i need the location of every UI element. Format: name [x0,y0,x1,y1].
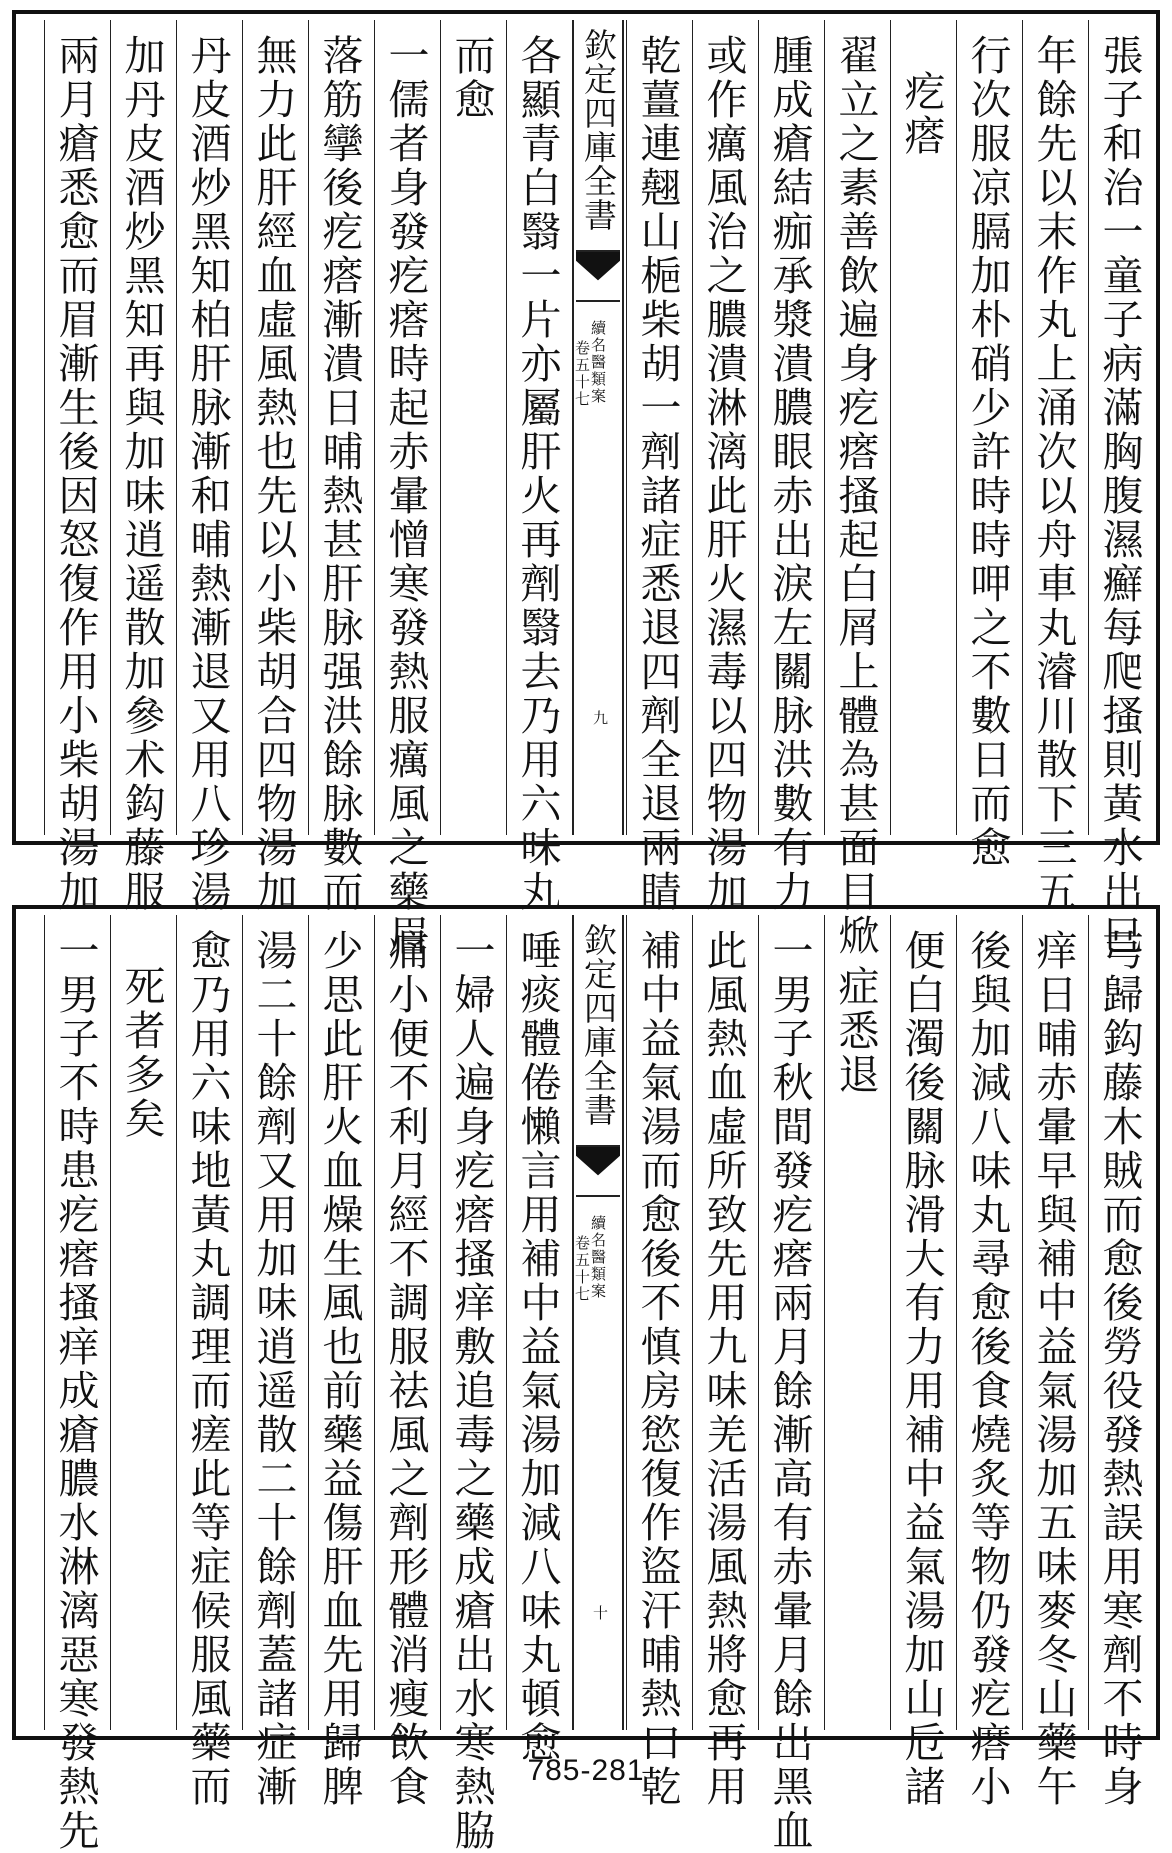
column-text: 丹皮酒炒黑知柏肝脉漸和晡熱漸退又用八珍湯 [183,34,232,914]
column-text: 兩月瘡悉愈而眉漸生後因怒復作用小柴胡湯加 [51,34,100,914]
column-text: 此風熱血虛所致先用九味羌活湯風熱將愈再用 [699,929,748,1809]
column-text: 死者多矣 [117,965,166,1141]
column-text: 無力此肝經血虛風熱也先以小柴胡合四物湯加 [249,34,298,914]
column-text: 張子和治一童子病滿胸腹濕癬每爬搔則黃水出巳 [1095,34,1144,958]
text-column [110,915,172,1730]
column-text: 一婦人遍身疙瘩搔痒敷追毒之藥成瘡出水寒熱脇 [447,929,496,1853]
column-text: 落筋攣後疙瘩漸潰日晡熱甚肝脉强洪餘脉數而 [315,34,364,914]
center-strip [572,915,624,1730]
collection-title: 欽定四庫全書 [579,28,618,232]
column-text: 一男子不時患疙瘩搔痒成瘡膿水淋漓惡寒發熱先 [51,929,100,1853]
text-column [374,20,436,958]
text-column [1022,915,1084,1809]
text-column [308,915,370,1809]
text-column [692,20,754,914]
text-column [110,20,172,914]
column-text: 少思此肝火血燥生風也前藥益傷肝血先用歸脾 [315,929,364,1809]
text-column [824,915,886,1730]
text-column [506,20,568,914]
column-text: 而愈 [447,34,496,122]
text-column [506,915,568,1765]
text-column [758,20,820,914]
center-strip [572,20,624,835]
column-text: 便白濁後關脉滑大有力用補中益氣湯加山卮諸 [897,929,946,1809]
column-text: 痛小便不利月經不調服祛風之劑形體消瘦飲食 [381,929,430,1809]
text-column [956,20,1018,870]
column-text: 腫成瘡結痂承漿潰膿眼赤出淚左關脉洪數有力 [765,34,814,914]
column-text: 補中益氣湯而愈後不慎房慾復作盜汗晡熱口乾 [633,929,682,1809]
text-column [176,915,238,1809]
text-column [1022,20,1084,914]
column-text: 加丹皮酒炒黑知再與加味逍遥散加參术鈎藤服 [117,34,166,914]
column-text: 唾痰體倦懶言用補中益氣湯加減八味丸頓愈 [513,929,562,1765]
collection-title: 欽定四庫全書 [579,923,618,1127]
book-title: 續名醫類案 [589,1215,607,1300]
leaf-number: 十 [591,1605,609,1620]
text-column [1088,915,1150,1809]
text-column [824,20,886,958]
column-text: 行次服凉膈加朴硝少許時時呷之不數日而愈 [963,34,1012,870]
page-upper [12,10,1160,958]
text-column [176,20,238,914]
column-text: 一儒者身發疙瘩時起赤暈憎寒發熱服癘風之藥眉 [381,34,430,958]
column-text: 湯二十餘劑又用加味逍遥散二十餘劑蓋諸症漸 [249,929,298,1809]
column-text: 一男子秋間發疙瘩兩月餘漸高有赤暈月餘出黑血 [765,929,814,1853]
text-column [374,915,436,1809]
column-text: 疙瘩 [897,70,946,158]
column-text: 年餘先以末作丸上涌次以舟車丸濬川散下三五 [1029,34,1078,914]
column-text: 後與加減八味丸尋愈後食燒炙等物仍發疙瘩小 [963,929,1012,1809]
text-column [44,915,106,1853]
column-text: 痒日晡赤暈早與補中益氣湯加五味麥冬山藥午 [1029,929,1078,1809]
text-column [242,20,304,914]
text-column [626,20,688,914]
column-text: 乾薑連翹山梔柴胡一劑諸症悉退四劑全退兩睛 [633,34,682,914]
text-column [692,915,754,1809]
footer-page-number: 785-281 [527,1754,645,1787]
text-column [44,20,106,914]
fishtail-ornament [576,250,620,302]
column-text: 愈乃用六味地黃丸調理而瘥此等症候服風藥而 [183,929,232,1809]
text-column [308,20,370,914]
text-column [890,20,952,835]
column-text: 各顯青白翳一片亦屬肝火再劑翳去乃用六味丸 [513,34,562,914]
text-column [440,915,502,1853]
volume-number: 卷五十七 [573,340,591,408]
text-column [242,915,304,1809]
column-text: 症悉退 [831,965,880,1097]
text-column [626,915,688,1809]
column-text: 或作癘風治之膿潰淋漓此肝火濕毒以四物湯加 [699,34,748,914]
text-column [890,915,952,1809]
book-title: 續名醫類案 [589,320,607,405]
fishtail-ornament [576,1145,620,1197]
column-text: 翟立之素善飲遍身疙瘩搔起白屑上體為甚面目焮 [831,34,880,958]
column-text: 芎歸鈎藤木賊而愈後勞役發熱誤用寒劑不時身 [1095,929,1144,1809]
leaf-number: 九 [591,710,609,725]
text-column [440,20,502,835]
text-column [1088,20,1150,958]
volume-number: 卷五十七 [573,1235,591,1303]
text-column [758,915,820,1853]
text-column [956,915,1018,1809]
